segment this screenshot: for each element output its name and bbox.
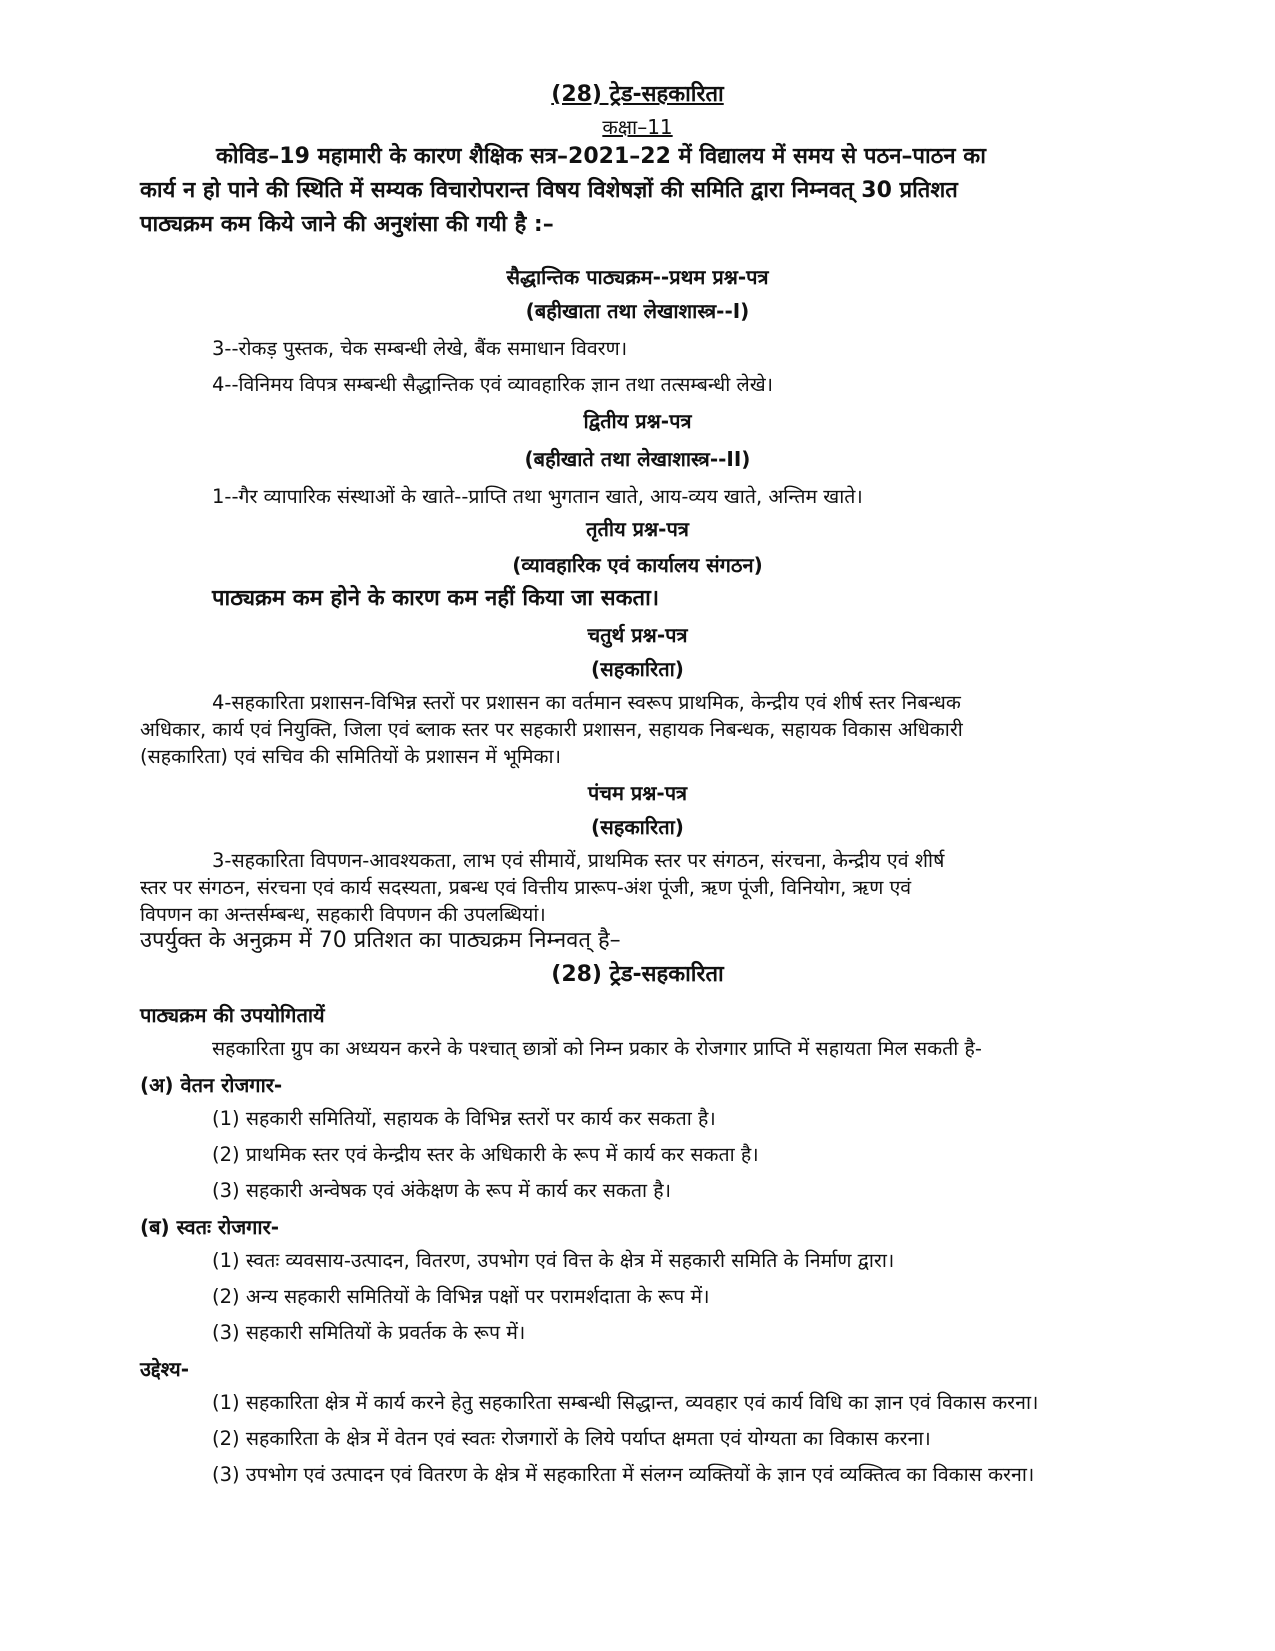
paper4-subheading: (सहकारिता) [591,657,684,681]
paper2-subheading: (बहीखाते तथा लेखाशास्त्र--II) [524,447,751,471]
page-title: (28) ट्रेड-सहकारिता [551,82,724,107]
class-label: कक्षा–11 [602,115,673,139]
self-employment-heading: (ब) स्वतः रोजगार- [140,1215,280,1239]
paper2-heading: द्वितीय प्रश्न-पत्र [583,409,692,433]
intro-line-2: कार्य न हो पाने की स्थिति में सम्यक विचारोपरान्त विषय विशेषज्ञों की समिति द्वारा निम्नवत् 30 प्रतिशत [140,178,958,203]
paper3-heading: तृतीय प्रश्न-पत्र [586,517,689,541]
section-title: (28) ट्रेड-सहकारिता [551,962,724,987]
paper3-note: पाठ्यक्रम कम होने के कारण कम नहीं किया जा सकता। [212,586,660,611]
paper5-para-1: 3-सहकारिता विपणन-आवश्यकता, लाभ एवं सीमायें, प्राथमिक स्तर पर संगठन, संरचना, केन्द्रीय एवं शीर्ष [212,849,945,872]
wage-item-1: (1) सहकारी समितियों, सहायक के विभिन्न स्तरों पर कार्य कर सकता है। [212,1107,716,1130]
paper4-para-3: (सहकारिता) एवं सचिव की समितियों के प्रशासन में भूमिका। [140,745,561,768]
objectives-heading: उद्देश्य- [140,1357,190,1381]
wage-item-3: (3) सहकारी अन्वेषक एवं अंकेक्षण के रूप में कार्य कर सकता है। [212,1179,672,1202]
paper3-subheading: (व्यावहारिक एवं कार्यालय संगठन) [512,553,763,577]
objective-item-1: (1) सहकारिता क्षेत्र में कार्य करने हेतु सहकारिता सम्बन्धी सिद्धान्त, व्यवहार एवं कार्य विधि का ज्ञान एवं विकास करना। [212,1391,1039,1414]
seventy-percent-note: उपर्युक्त के अनुक्रम में 70 प्रतिशत का पाठ्यक्रम निम्नवत् है– [140,928,621,953]
objective-item-2: (2) सहकारिता के क्षेत्र में वेतन एवं स्वतः रोजगारों के लिये पर्याप्त क्षमता एवं योग्यता का विकास करना। [212,1427,931,1450]
paper1-item-2: 4--विनिमय विपत्र सम्बन्धी सैद्धान्तिक एवं व्यावहारिक ज्ञान तथा तत्सम्बन्धी लेखे। [212,373,774,396]
intro-line-3: पाठ्यक्रम कम किये जाने की अनुशंसा की गयी है :– [140,212,554,237]
wage-employment-heading: (अ) वेतन रोजगार- [140,1073,283,1097]
paper5-heading: पंचम प्रश्न-पत्र [587,781,688,805]
paper5-subheading: (सहकारिता) [591,815,684,839]
paper5-para-3: विपणन का अन्तर्सम्बन्ध, सहकारी विपणन की उपलब्धियां। [140,903,546,926]
self-item-3: (3) सहकारी समितियों के प्रवर्तक के रूप में। [212,1321,526,1344]
paper2-item-1: 1--गैर व्यापारिक संस्थाओं के खाते--प्राप्ति तथा भुगतान खाते, आय-व्यय खाते, अन्तिम खाते। [212,485,863,508]
objective-item-3: (3) उपभोग एवं उत्पादन एवं वितरण के क्षेत्र में सहकारिता में संलग्न व्यक्तियों के ज्ञान एवं व्यक्तित्व का विकास करना। [212,1463,1035,1486]
paper1-subheading: (बहीखाता तथा लेखाशास्त्र--I) [525,299,750,323]
wage-item-2: (2) प्राथमिक स्तर एवं केन्द्रीय स्तर के अधिकारी के रूप में कार्य कर सकता है। [212,1143,759,1166]
intro-line-1: कोविड–19 महामारी के कारण शैक्षिक सत्र–2021–22 में विद्यालय में समय से पठन–पाठन का [216,144,986,169]
paper5-para-2: स्तर पर संगठन, संरचना एवं कार्य सदस्यता, प्रबन्ध एवं वित्तीय प्रारूप-अंश पूंजी, ऋण पूंजी, विनियोग, ऋण एवं [140,876,912,899]
utility-intro: सहकारिता ग्रुप का अध्ययन करने के पश्चात् छात्रों को निम्न प्रकार के रोजगार प्राप्ति में सहायता मिल सकती है- [212,1037,982,1060]
paper4-heading: चतुर्थ प्रश्न-पत्र [587,623,688,647]
utility-heading: पाठ्यक्रम की उपयोगितायें [140,1003,325,1027]
paper1-heading: सैद्धान्तिक पाठ्यक्रम--प्रथम प्रश्न-पत्र [506,265,769,289]
paper4-para-2: अधिकार, कार्य एवं नियुक्ति, जिला एवं ब्लाक स्तर पर सहकारी प्रशासन, सहायक निबन्धक, सहायक विकास अधिकारी [140,718,963,741]
self-item-2: (2) अन्य सहकारी समितियों के विभिन्न पक्षों पर परामर्शदाता के रूप में। [212,1285,710,1308]
self-item-1: (1) स्वतः व्यवसाय-उत्पादन, वितरण, उपभोग एवं वित्त के क्षेत्र में सहकारी समिति के निर्माण द्वारा। [212,1249,895,1272]
paper1-item-1: 3--रोकड़ पुस्तक, चेक सम्बन्धी लेखे, बैंक समाधान विवरण। [212,337,628,360]
paper4-para-1: 4-सहकारिता प्रशासन-विभिन्न स्तरों पर प्रशासन का वर्तमान स्वरूप प्राथमिक, केन्द्रीय एवं शीर्ष स्तर निबन्धक [212,691,961,714]
